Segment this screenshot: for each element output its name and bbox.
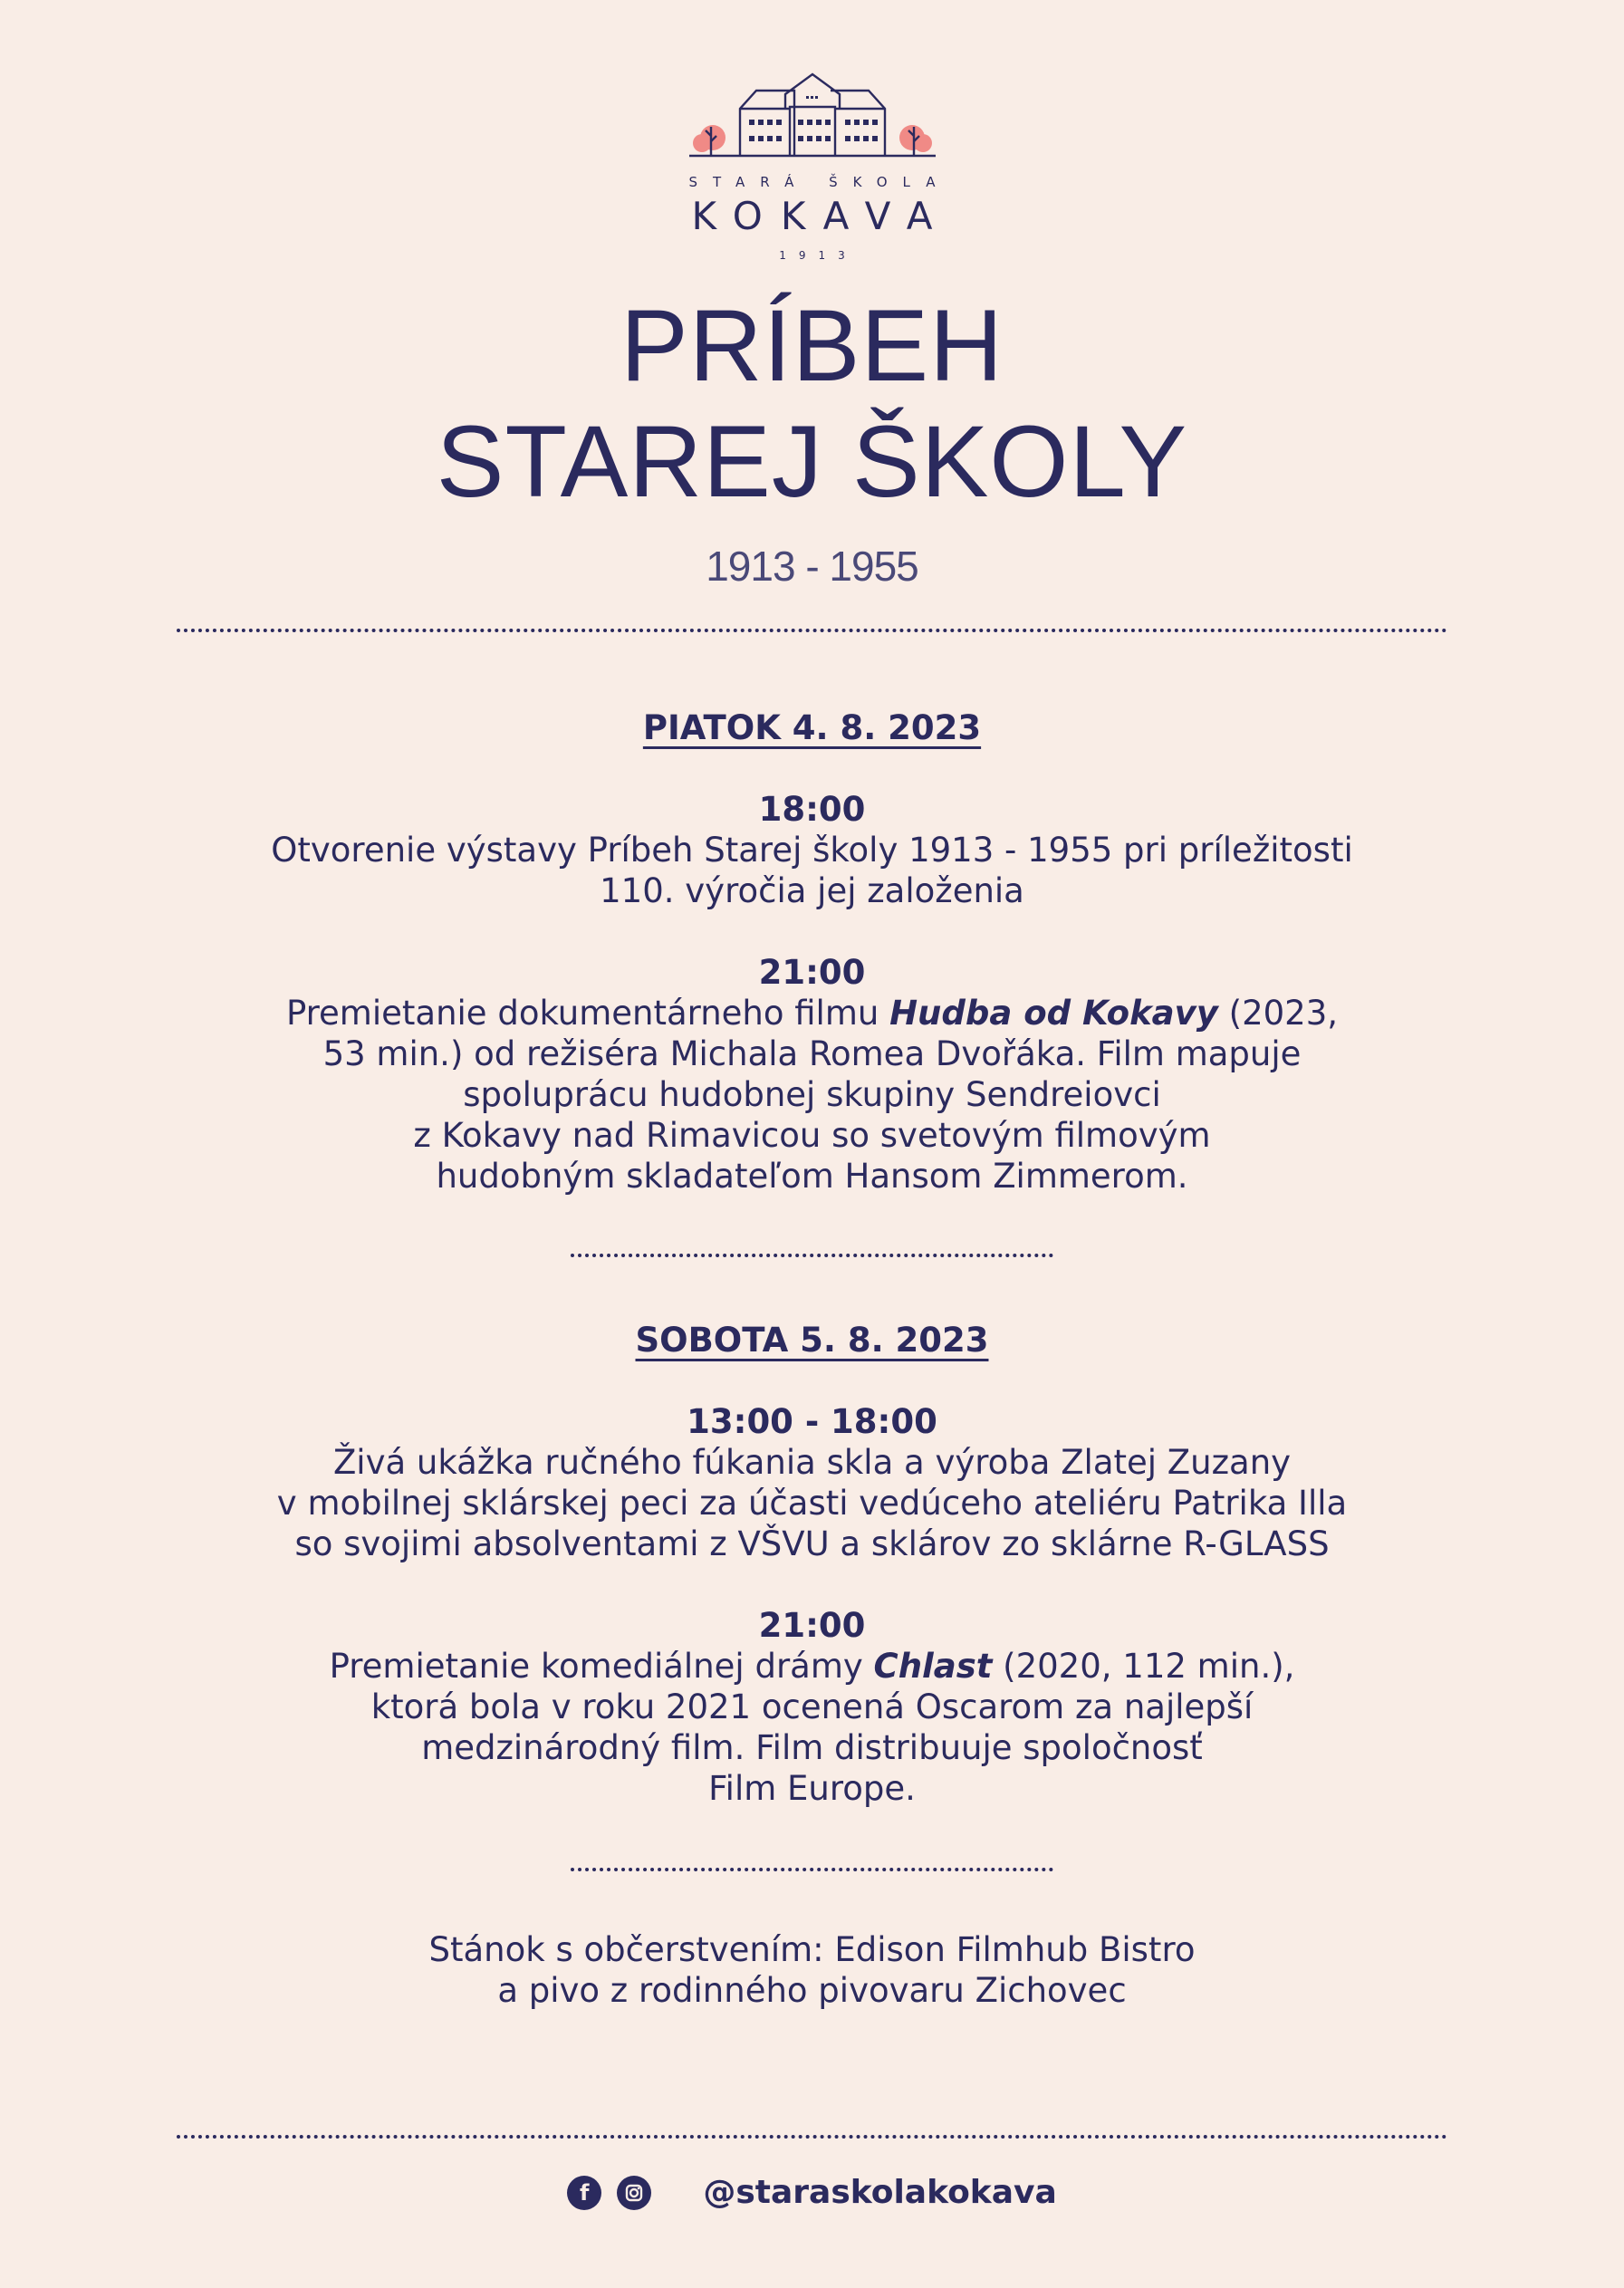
divider-mid-1 bbox=[571, 1254, 1053, 1257]
text-part: Premietanie dokumentárneho filmu bbox=[285, 994, 890, 1033]
title-dates: 1913 - 1955 bbox=[706, 543, 918, 590]
day2-event1-line: so svojimi absolventami z VŠVU a sklárov zo sklárne R-GLASS bbox=[294, 1524, 1330, 1563]
day2-event2-line-first bbox=[0, 1646, 1624, 1687]
logo bbox=[0, 63, 1624, 262]
day2-event2-description bbox=[0, 1646, 1624, 1809]
text-part: Premietanie komediálnej drámy bbox=[329, 1647, 874, 1686]
logo-subtitle: STARÁ ŠKOLA bbox=[688, 174, 951, 190]
day1-event2-description bbox=[0, 993, 1624, 1197]
film-title: Hudba od Kokavy bbox=[889, 994, 1218, 1033]
day2-event1-line: v mobilnej sklárskej peci za účasti vedúceho ateliéru Patrika Illa bbox=[276, 1484, 1348, 1523]
divider-top bbox=[177, 629, 1447, 632]
day2-event2-time: 21:00 bbox=[758, 1606, 866, 1645]
day2-event2-line: Film Europe. bbox=[708, 1769, 916, 1808]
day2-label: SOBOTA 5. 8. 2023 bbox=[635, 1321, 989, 1360]
text-part: (2020, 112 min.), bbox=[992, 1647, 1295, 1686]
page-title bbox=[0, 288, 1624, 520]
day1-event2-line-first bbox=[0, 993, 1624, 1033]
logo-year: 1913 bbox=[779, 249, 858, 262]
refreshments-line: a pivo z rodinného pivovaru Zichovec bbox=[497, 1971, 1127, 2010]
day1-event2-time: 21:00 bbox=[758, 953, 866, 992]
text-part: (2023, bbox=[1217, 994, 1339, 1033]
day1-label: PIATOK 4. 8. 2023 bbox=[642, 708, 982, 747]
day1-event1-description bbox=[0, 830, 1624, 911]
refreshments-note bbox=[0, 1929, 1624, 2011]
day1-event1-line: 110. výročia jej založenia bbox=[600, 871, 1024, 910]
divider-mid-2 bbox=[571, 1868, 1053, 1871]
day2-event2-line: ktorá bola v roku 2021 ocenená Oscarom za najlepší bbox=[370, 1687, 1254, 1726]
day1-event2-line: hudobným skladateľom Hansom Zimmerom. bbox=[436, 1157, 1188, 1196]
title-line-2: STAREJ ŠKOLY bbox=[436, 405, 1188, 518]
day2-event1-time: 13:00 - 18:00 bbox=[687, 1402, 937, 1441]
instagram-icon[interactable] bbox=[617, 2176, 651, 2210]
day1-event2-line: z Kokavy nad Rimavicou so svetovým filmovým bbox=[413, 1116, 1211, 1155]
day2-event2-line: medzinárodný film. Film distribuuje spoločnosť bbox=[421, 1728, 1203, 1767]
film-title: Chlast bbox=[873, 1647, 993, 1686]
day1-event1-line: Otvorenie výstavy Príbeh Starej školy 1913 - 1955 pri príležitosti bbox=[271, 831, 1353, 870]
refreshments-line: Stánok s občerstvením: Edison Filmhub Bistro bbox=[428, 1930, 1196, 1969]
day1-event1-time: 18:00 bbox=[758, 790, 866, 829]
footer bbox=[0, 2174, 1624, 2211]
day1-event2-line: 53 min.) od režiséra Michala Romea Dvořáka. Film mapuje bbox=[322, 1034, 1302, 1073]
social-handle[interactable]: @staraskolakokava bbox=[703, 2174, 1057, 2211]
logo-name: KOKAVA bbox=[691, 194, 951, 238]
school-building-icon bbox=[686, 63, 939, 163]
divider-bottom bbox=[177, 2135, 1447, 2139]
day1-event2-line: spoluprácu hudobnej skupiny Sendreiovci bbox=[463, 1075, 1161, 1114]
facebook-icon[interactable]: f bbox=[567, 2176, 601, 2210]
day2-event1-line: Živá ukážka ručného fúkania skla a výroba Zlatej Zuzany bbox=[332, 1443, 1292, 1482]
title-line-1: PRÍBEH bbox=[620, 289, 1004, 402]
day2-event1-description bbox=[0, 1442, 1624, 1564]
